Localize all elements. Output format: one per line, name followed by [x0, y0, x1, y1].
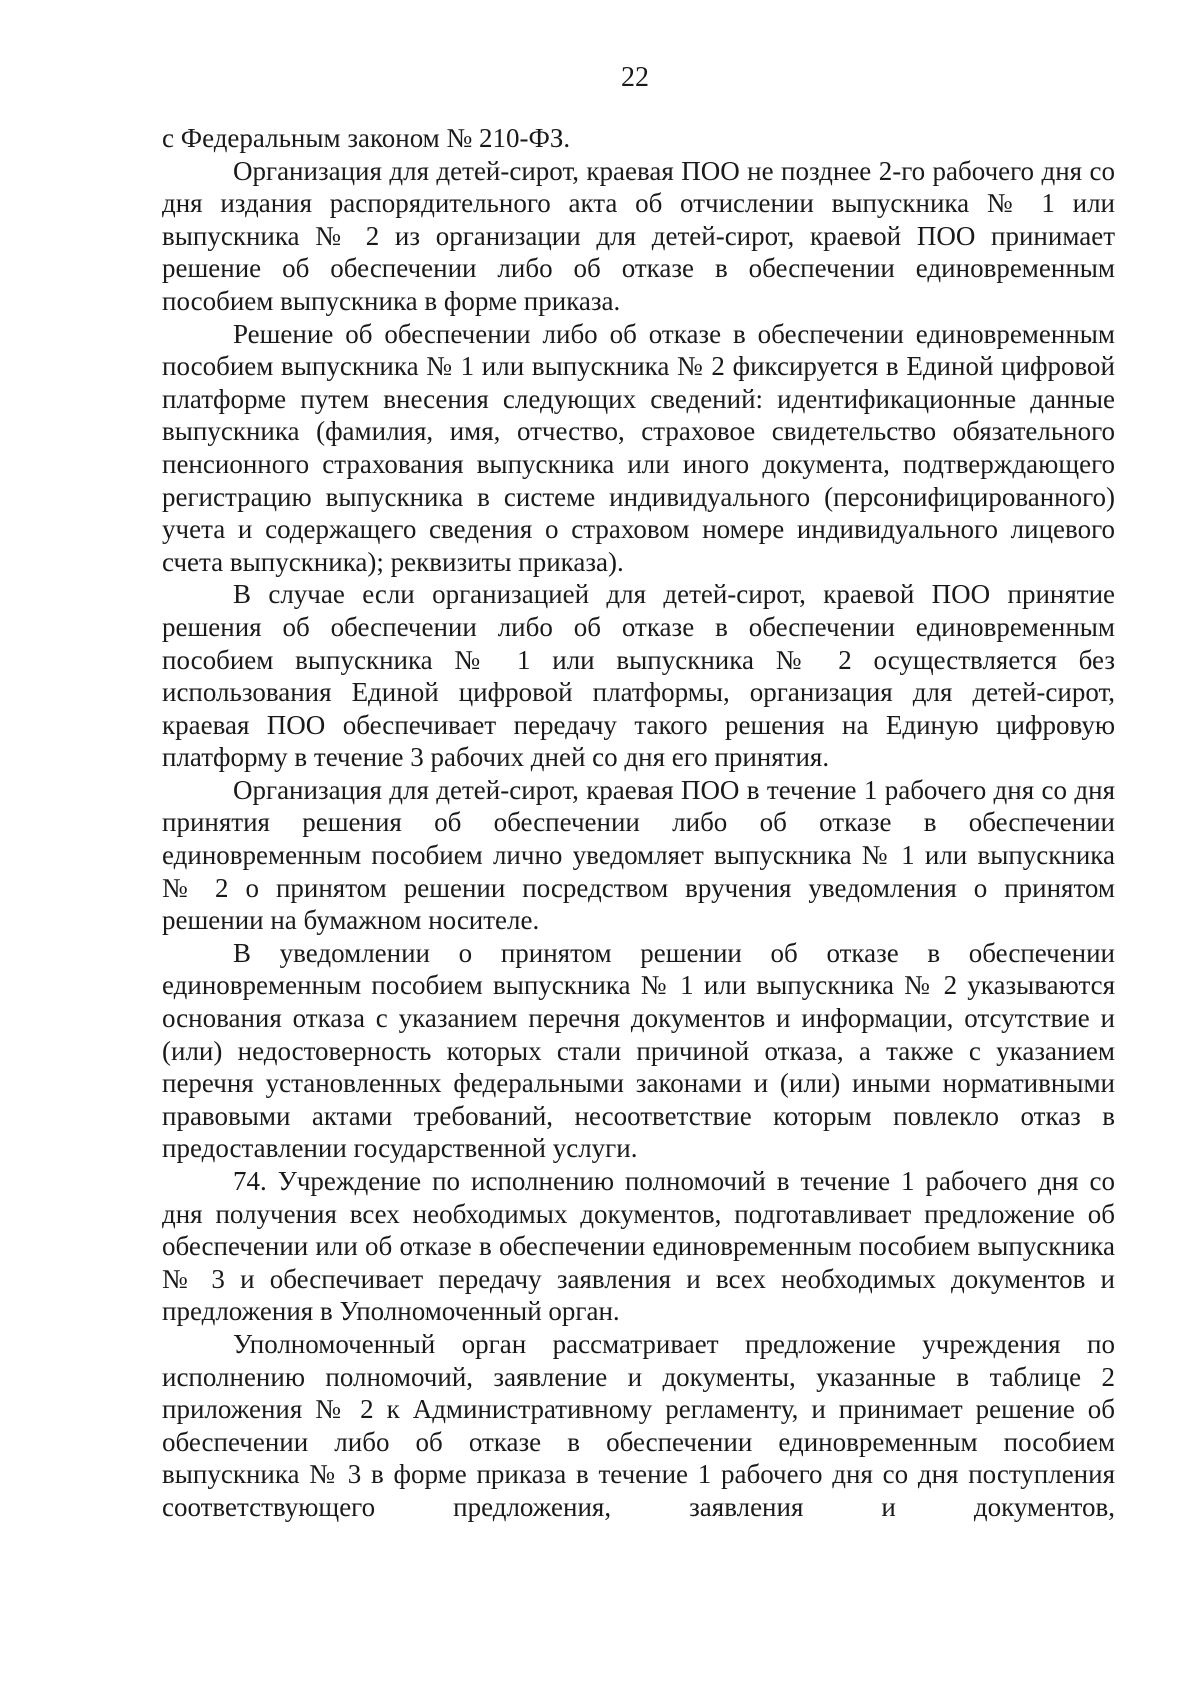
paragraph-platform-transfer: В случае если организацией для детей-сирот, краевой ПОО принятие решения об обеспечении либо об отказе в обеспечении единовременным пособием выпускника № 1 или выпускника № 2 осуществляется без использования Единой цифровой платформы, организация для детей-сирот, краевая ПОО обеспечивает передачу такого решения на Единую цифровую платформу в течение 3 рабочих дней со дня его принятия. [162, 579, 1115, 773]
paragraph-authorized-body: Уполномоченный орган рассматривает предложение учреждения по исполнению полномочий, заявление и документы, указанные в таблице 2 приложения № 2 к Административному регламенту, и принимает решение об обеспечении либо об отказе в обеспечении единовременным пособием выпускника № 3 в форме приказа в течение 1 рабочего дня со дня поступления соответствующего предложения, заявления и документов, [162, 1328, 1115, 1522]
paragraph-continuation: с Федеральным законом № 210-ФЗ. [162, 123, 571, 153]
paragraph-decision-timing: Организация для детей-сирот, краевая ПОО не позднее 2-го рабочего дня со дня издания распорядительного акта об отчислении выпускника № 1 или выпускника № 2 из организации для детей-сирот, краевой ПОО принимает решение об обеспечении либо об отказе в обеспечении единовременным пособием выпускника в форме приказа. [162, 155, 1115, 316]
paragraph-refusal-grounds: В уведомлении о принятом решении об отказе в обеспечении единовременным пособием выпускника № 1 или выпускника № 2 указываются основания отказа с указанием перечня документов и информации, отсутствие и (или) недостоверность которых стали причиной отказа, а также с указанием перечня установленных федеральными законами и (или) иными нормативными правовыми актами требований, несоответствие которым повлекло отказ в предоставлении государственной услуги. [162, 937, 1115, 1164]
paragraph-platform-recording: Решение об обеспечении либо об отказе в обеспечении единовременным пособием выпускника № 1 или выпускника № 2 фиксируется в Единой цифровой платформе путем внесения следующих сведений: идентификационные данные выпускника (фамилия, имя, отчество, страховое свидетельство обязательного пенсионного страхования выпускника или иного документа, подтверждающего регистрацию выпускника в системе индивидуального (персонифицированного) учета и содержащего сведения о страховом номере индивидуального лицевого счета выпускника); реквизиты приказа). [162, 318, 1115, 577]
document-body [162, 122, 1115, 1524]
page-number: 22 [621, 62, 649, 93]
paragraph-notification: Организация для детей-сирот, краевая ПОО в течение 1 рабочего дня со дня принятия решения об обеспечении либо об отказе в обеспечении единовременным пособием лично уведомляет выпускника № 1 или выпускника № 2 о принятом решении посредством вручения уведомления о принятом решении на бумажном носителе. [162, 774, 1115, 936]
paragraph-item-74: 74. Учреждение по исполнению полномочий в течение 1 рабочего дня со дня получения всех необходимых документов, подготавливает предложение об обеспечении или об отказе в обеспечении единовременным пособием выпускника № 3 и обеспечивает передачу заявления и всех необходимых документов и предложения в Уполномоченный орган. [162, 1166, 1115, 1327]
